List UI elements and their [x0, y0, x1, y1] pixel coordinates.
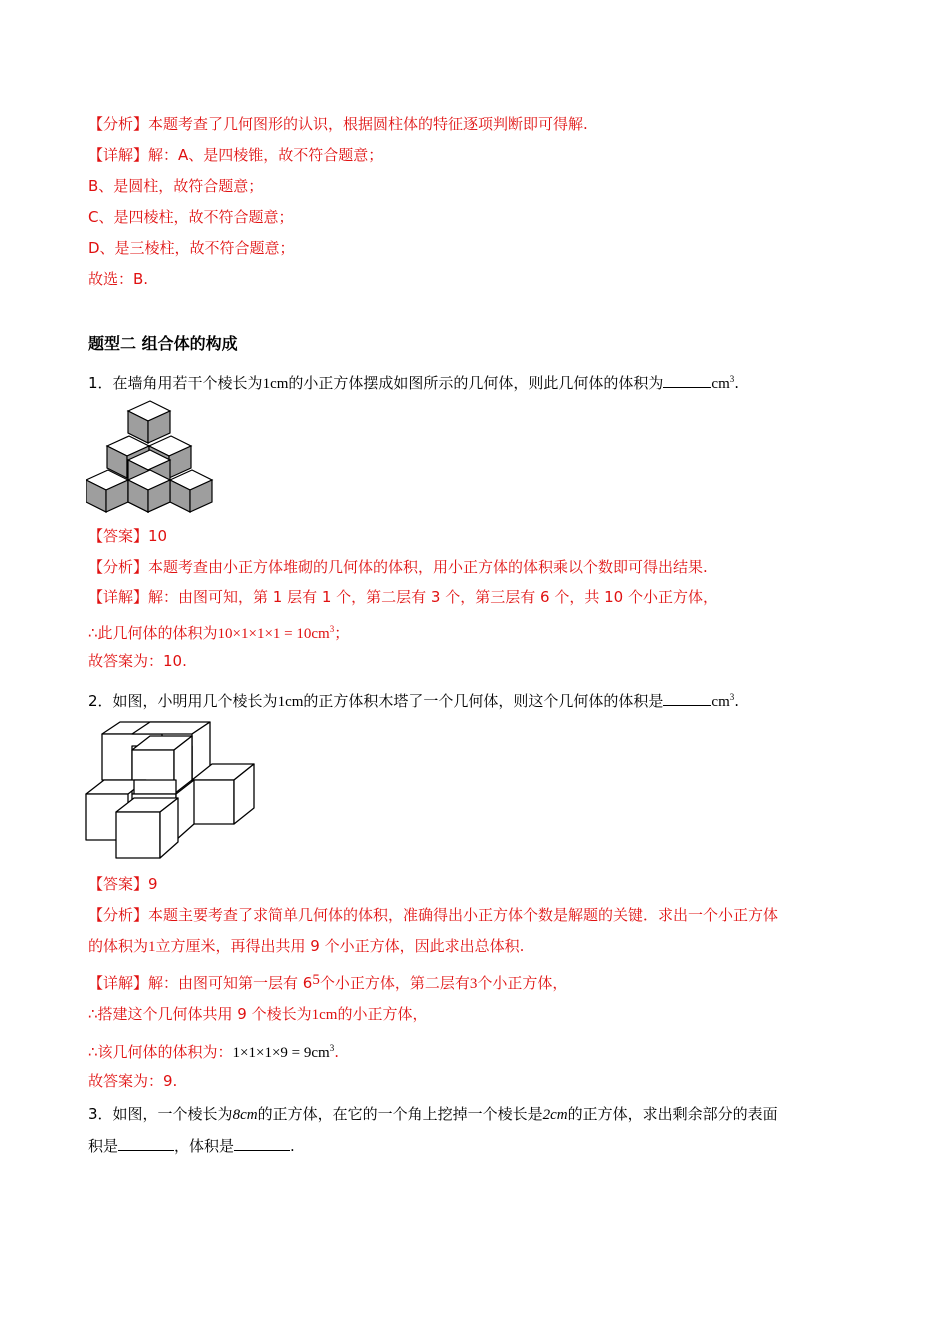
q2-therefore1-a: ∴搭建这个几何体共用 9 个棱长为 [88, 1005, 312, 1023]
q0-analysis: 【分析】本题考查了几何图形的认识，根据圆柱体的特征逐项判断即可得解. [88, 115, 588, 133]
q1-stem [88, 369, 739, 394]
q1-analysis: 【分析】本题考查由小正方体堆砌的几何体的体积，用小正方体的体积乘以个数即可得出结果. [88, 558, 708, 576]
q2-therefore2-a: ∴该几何体的体积为： [88, 1043, 233, 1061]
q2-detail-num3: 3 [469, 976, 478, 992]
q1-formula: 10×1×1×1 = 10cm [217, 626, 330, 642]
q2-analysis-2 [88, 936, 524, 957]
q3-volume-blank[interactable] [234, 1136, 290, 1151]
q2-analysis-2b: 立方厘米，再得出共用 9 个小正方体，因此求出总体积. [155, 937, 525, 955]
q0-detail [88, 145, 383, 165]
q1-therefore-a: ∴此几何体的体积为 [88, 624, 218, 642]
q2-therefore1-unit: 1cm [311, 1007, 338, 1023]
q2-unit-exp: 3 [729, 692, 735, 702]
q1-answer: 【答案】10 [88, 527, 168, 545]
q2-detail-num5: 5 [312, 972, 320, 988]
q2-detail-c: 个小正方体， [477, 974, 568, 992]
q1-unit-cm: cm [711, 376, 730, 392]
q3-stem-b: 的正方体，在它的一个角上挖掉一个棱长是 [257, 1105, 543, 1123]
q2-answer-blank[interactable] [663, 691, 711, 706]
q1-formula-exp: 3 [329, 624, 335, 634]
q1-detail: 【详解】解：由图可知，第 1 层有 1 个，第二层有 3 个，第三层有 6 个，共 10 个小正方体， [88, 588, 718, 606]
q3-surface-blank[interactable] [118, 1136, 174, 1151]
q3-number: 3． [88, 1105, 113, 1123]
q1-answer-blank[interactable] [663, 373, 711, 388]
q2-detail-a: 【详解】解：由图可知第一层有 6 [88, 974, 313, 992]
q2-detail-b: 个小正方体，第二层有 [319, 974, 470, 992]
q3-len2: 2cm [542, 1107, 568, 1123]
q2-therefore2-end: . [334, 1043, 339, 1061]
q2-therefore1-b: 的小正方体， [337, 1005, 428, 1023]
q1-unit-exp: 3 [729, 374, 735, 384]
q3-line2-a: 积是 [88, 1137, 119, 1155]
cube-pyramid-figure [86, 400, 216, 514]
q1-stem-a: 在墙角用若干个棱长为 [112, 374, 263, 392]
q2-final: 故答案为：9. [88, 1072, 178, 1090]
q0-option-c: C、是四棱柱，故不符合题意； [88, 208, 294, 226]
q2-unit-cm: cm [711, 694, 730, 710]
q0-detail-tag: 【详解】 [88, 146, 149, 164]
q3-stem-c: 的正方体，求出剩余部分的表面 [567, 1105, 778, 1123]
q3-stem-line2 [88, 1136, 295, 1156]
q2-end: . [734, 692, 740, 710]
q3-line2-b: ，体积是 [174, 1137, 235, 1155]
q0-detail-text: 解：A、是四棱锥，故不符合题意； [148, 146, 384, 164]
q1-therefore-end: ； [334, 624, 350, 642]
q1-stem-b: 的小正方体摆成如图所示的几何体，则此几何体的体积为 [288, 374, 664, 392]
q2-therefore-2 [88, 1038, 339, 1063]
q1-end: . [734, 374, 740, 392]
q0-choice: 故选：B. [88, 270, 149, 288]
q2-unit: 1cm [277, 694, 304, 710]
q3-stem-a: 如图，一个棱长为 [112, 1105, 233, 1123]
q0-option-b: B、是圆柱，故符合题意； [88, 177, 264, 195]
q1-number: 1． [88, 374, 113, 392]
q2-formula: 1×1×1×9 = 9cm [232, 1045, 330, 1061]
q3-line2-end: . [290, 1137, 295, 1155]
q2-number: 2． [88, 692, 113, 710]
q2-detail [88, 970, 567, 994]
q2-stem-b: 的正方体积木塔了一个几何体，则这个几何体的体积是 [303, 692, 664, 710]
q1-therefore [88, 619, 349, 644]
q1-final: 故答案为：10. [88, 652, 187, 670]
q0-option-d: D、是三棱柱，故不符合题意； [88, 239, 295, 257]
section-title: 题型二 组合体的构成 [88, 334, 238, 353]
q2-therefore-1 [88, 1004, 427, 1025]
q2-stem [88, 687, 739, 712]
q2-analysis-1: 【分析】本题主要考查了求简单几何体的体积，准确得出小正方体个数是解题的关键．求出一个小正方体 [88, 906, 779, 924]
q1-unit: 1cm [262, 376, 289, 392]
q3-len8: 8cm [232, 1107, 258, 1123]
q2-answer: 【答案】9 [88, 875, 158, 893]
q2-analysis-2a: 的体积为 [88, 937, 149, 955]
q2-formula-exp: 3 [329, 1043, 335, 1053]
q3-stem-line1 [88, 1104, 778, 1125]
q2-stem-a: 如图，小明用几个棱长为 [112, 692, 278, 710]
cube-structure-figure [84, 718, 258, 860]
q2-analysis-num: 1 [148, 939, 156, 955]
